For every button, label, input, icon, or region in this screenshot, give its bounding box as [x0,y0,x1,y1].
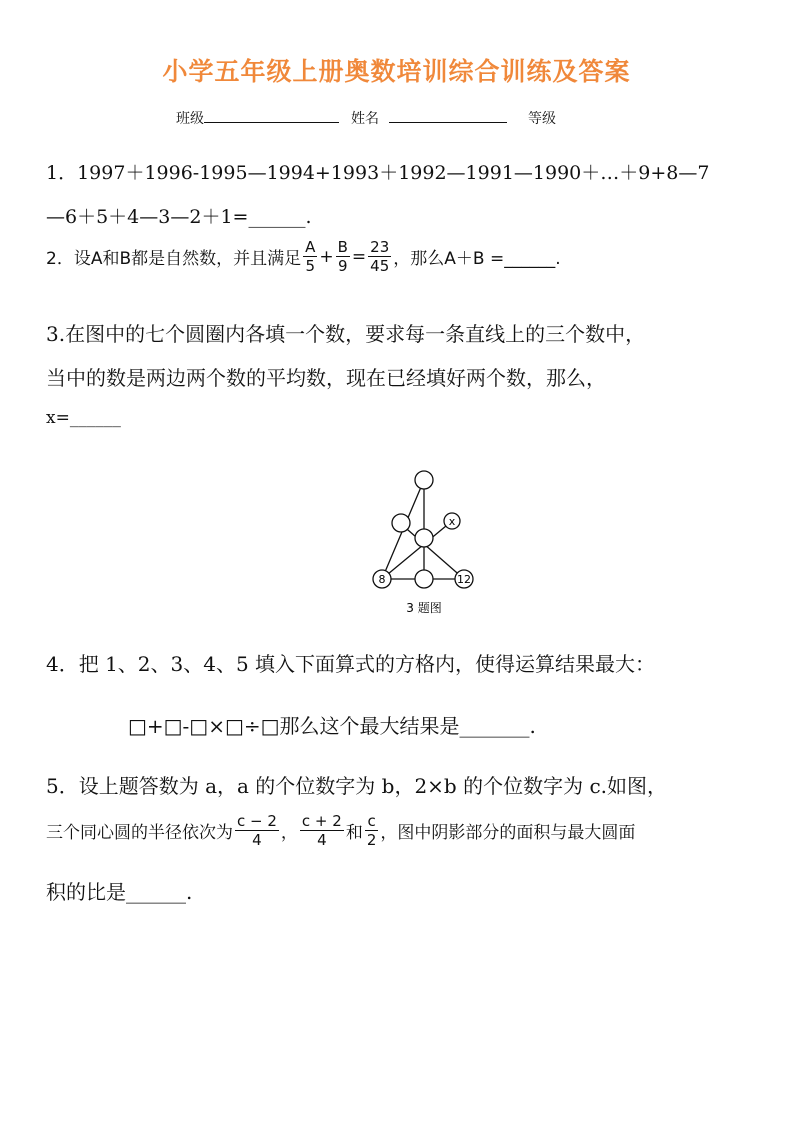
label-12: 12 [457,573,471,586]
question-4-line-1: 4．把 1、2、3、4、5 填入下面算式的方格内，使得运算结果最大： [46,652,656,676]
fraction-numerator: c − 2 [237,812,277,830]
class-label: 班级 [176,111,204,127]
fraction-c-over-2 [365,812,379,849]
question-3-line-1: 3.在图中的七个圆圈内各填一个数，要求每一条直线上的三个数中， [46,322,646,346]
fraction-numerator: B [337,238,348,256]
circle-top [415,471,433,489]
question-4-line-2: □+□-□×□÷□那么这个最大结果是_______. [128,714,536,738]
fraction-denominator: 45 [370,257,390,275]
figure-caption: 3 题图 [406,601,442,615]
page-title: 小学五年级上册奥数培训综合训练及答案 [162,57,631,86]
question-3-answer-blank[interactable]: x=______ [46,408,121,428]
question-2-prefix: 2．设A和B都是自然数，并且满足 [46,249,302,269]
fraction-denominator: 5 [305,257,316,275]
fraction-numerator: c + 2 [301,812,342,830]
name-blank[interactable] [389,108,507,123]
fraction-denominator: 4 [317,831,327,849]
name-field[interactable] [351,108,507,128]
label-8: 8 [378,573,386,586]
class-field[interactable] [176,108,339,128]
circle-bottom-middle [415,570,433,588]
class-blank[interactable] [204,108,339,123]
fraction-numerator: c [367,812,376,830]
grade-label: 等级 [528,111,556,127]
fraction-denominator: 4 [252,831,262,849]
fraction-c-plus-2-over-4 [300,812,344,849]
fraction-c-minus-2-over-4 [235,812,279,849]
question-1-line-2: —6＋5＋4—3—2＋1=______. [46,206,312,228]
fraction-denominator: 2 [366,831,377,849]
name-label: 姓名 [351,111,379,127]
question-1-line-1: 1．1997＋1996-1995—1994+1993＋1992—1991—1990＋…＋9+8—7 [46,162,710,184]
question-5-line-3: 积的比是______. [46,880,193,904]
fraction-a-over-5 [303,238,317,275]
question-2 [46,238,561,275]
separator: ， [280,823,298,843]
question-5-suffix: ，图中阴影部分的面积与最大圆面 [380,823,636,843]
fraction-b-over-9 [336,238,350,275]
plus-sign: + [319,246,334,267]
label-x: x [448,515,456,528]
circle-upper-left [392,514,410,532]
question-5-prefix: 三个同心圆的半径依次为 [46,823,233,843]
question-2-suffix: ，那么A＋B =______. [393,249,561,269]
question-3-line-2: 当中的数是两边两个数的平均数，现在已经填好两个数，那么， [46,366,606,390]
fraction-numerator: 23 [370,238,390,256]
circle-figure [360,462,490,617]
circle-center [415,529,433,547]
and-word: 和 [345,823,363,843]
question-5-line-2 [46,812,635,849]
question-5-line-1: 5．设上题答数为 a，a 的个位数字为 b，2×b 的个位数字为 c.如图， [46,774,668,798]
fraction-23-over-45 [368,238,391,275]
fraction-denominator: 9 [338,257,348,275]
fraction-numerator: A [305,238,316,256]
equals-sign: = [351,246,367,267]
